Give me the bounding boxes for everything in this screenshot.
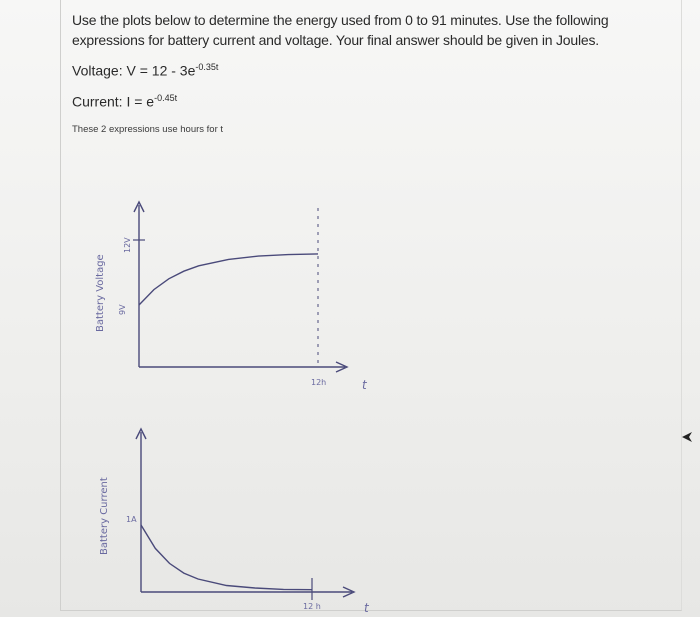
voltage-expression-base: Voltage: V = 12 - 3e bbox=[72, 62, 196, 79]
voltage-expression-exponent: -0.35t bbox=[195, 62, 219, 72]
current-curve bbox=[141, 525, 312, 590]
voltage-tick-label-9v: 9V bbox=[118, 304, 127, 315]
voltage-y-label: Battery Voltage bbox=[95, 254, 106, 332]
current-expression-base: Current: I = e bbox=[72, 93, 155, 110]
units-note: These 2 expressions use hours for t bbox=[72, 124, 224, 135]
voltage-x-axis-var: t bbox=[362, 378, 367, 392]
voltage-tick-label-12v: 12V bbox=[123, 237, 132, 253]
current-x-axis-var: t bbox=[364, 601, 369, 615]
current-y-label: Battery Current bbox=[99, 477, 110, 555]
current-expression-exponent: -0.45t bbox=[154, 93, 178, 103]
current-x-tick-label: 12 h bbox=[303, 602, 321, 611]
problem-instructions: Use the plots below to determine the energy used from 0 to 91 minutes. Use the following expressions for battery current and voltage. Your final answer should be given in Joules. bbox=[72, 12, 609, 48]
current-tick-label-1a: 1A bbox=[126, 515, 137, 524]
voltage-x-tick-label: 12h bbox=[311, 378, 327, 387]
mouse-cursor-icon bbox=[680, 430, 694, 444]
